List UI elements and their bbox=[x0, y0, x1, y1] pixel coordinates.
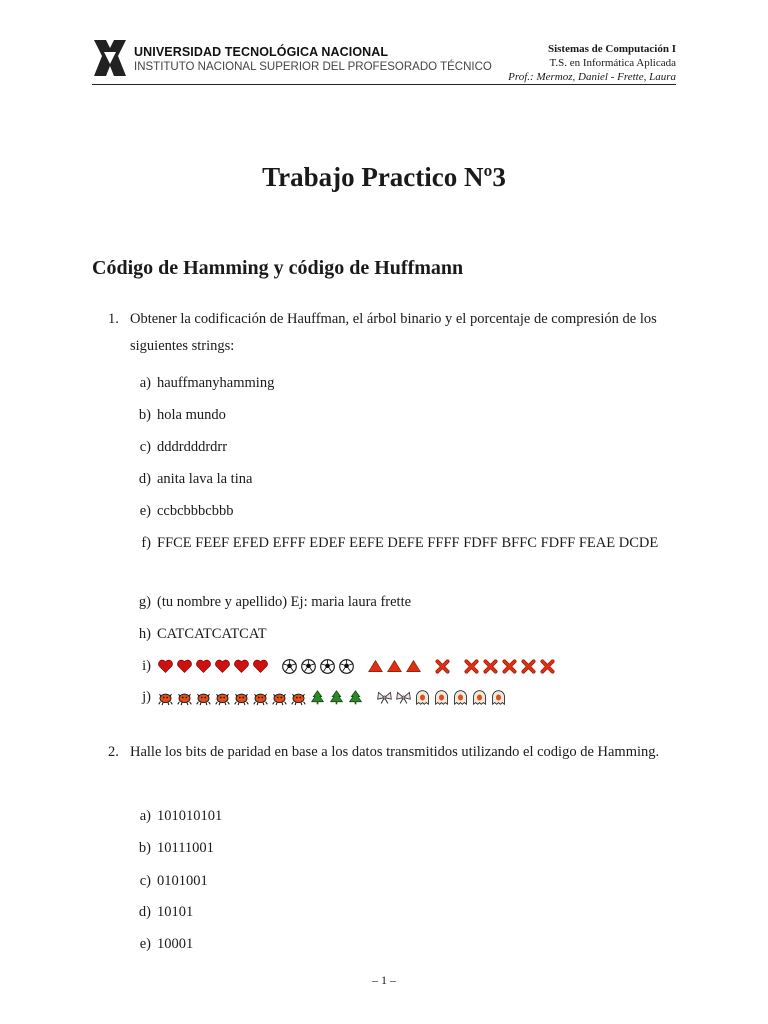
icon-sequence-i bbox=[157, 658, 556, 675]
item-label: g) bbox=[138, 594, 151, 610]
item-value: ccbcbbbcbbb bbox=[157, 503, 234, 519]
list-item bbox=[124, 684, 507, 711]
soccer-ball-icon bbox=[338, 658, 355, 675]
list-item bbox=[124, 530, 680, 557]
item-label: e) bbox=[139, 936, 151, 952]
question-2 bbox=[108, 739, 678, 766]
list-item bbox=[124, 803, 222, 830]
crab-icon bbox=[176, 689, 193, 706]
crab-icon bbox=[290, 689, 307, 706]
item-value: anita lava la tina bbox=[157, 471, 253, 487]
item-value: 10111001 bbox=[157, 840, 214, 856]
bow-icon bbox=[395, 689, 412, 706]
item-label: h) bbox=[138, 626, 151, 642]
ghost-icon bbox=[452, 689, 469, 706]
bow-icon bbox=[376, 689, 393, 706]
question-number: 2. bbox=[108, 744, 119, 760]
ghost-icon bbox=[433, 689, 450, 706]
list-item bbox=[124, 899, 193, 926]
item-value: CATCATCATCAT bbox=[157, 626, 267, 642]
item-label: d) bbox=[138, 471, 151, 487]
question-number: 1. bbox=[108, 311, 119, 327]
heart-icon bbox=[176, 658, 193, 675]
utn-logo-icon bbox=[92, 38, 128, 78]
item-label: d) bbox=[138, 904, 151, 920]
item-value: 0101001 bbox=[157, 873, 208, 889]
header-rule bbox=[92, 84, 676, 85]
cross-icon bbox=[482, 658, 499, 675]
crab-icon bbox=[233, 689, 250, 706]
list-item bbox=[124, 498, 234, 525]
soccer-ball-icon bbox=[300, 658, 317, 675]
list-item bbox=[124, 835, 214, 862]
soccer-ball-icon bbox=[281, 658, 298, 675]
professors: Prof.: Mermoz, Daniel - Frette, Laura bbox=[508, 71, 676, 83]
question-text: Obtener la codificación de Hauffman, el árbol binario y el porcentaje de compresión de los siguientes strings: bbox=[130, 311, 657, 354]
item-label: f) bbox=[141, 535, 151, 551]
course-name: Sistemas de Computación I bbox=[547, 43, 676, 55]
icon-sequence-j bbox=[157, 689, 507, 706]
crab-icon bbox=[157, 689, 174, 706]
ghost-icon bbox=[490, 689, 507, 706]
question-text: Halle los bits de paridad en base a los datos transmitidos utilizando el codigo de Hamming. bbox=[130, 744, 660, 760]
item-label: e) bbox=[139, 503, 151, 519]
cross-icon bbox=[501, 658, 518, 675]
cross-icon bbox=[434, 658, 451, 675]
crab-icon bbox=[271, 689, 288, 706]
crab-icon bbox=[252, 689, 269, 706]
list-item bbox=[124, 370, 274, 397]
page-number: – 1 – bbox=[372, 973, 396, 987]
item-label: i) bbox=[142, 658, 151, 674]
list-item bbox=[124, 434, 227, 461]
item-value: 101010101 bbox=[157, 808, 223, 824]
triangle-icon bbox=[367, 658, 384, 675]
tree-icon bbox=[347, 689, 364, 706]
section-heading: Código de Hamming y código de Huffmann bbox=[92, 257, 464, 279]
item-label: c) bbox=[139, 873, 151, 889]
tree-icon bbox=[309, 689, 326, 706]
university-name: UNIVERSIDAD TECNOLÓGICA NACIONAL bbox=[134, 45, 389, 59]
heart-icon bbox=[195, 658, 212, 675]
item-value: 10101 bbox=[157, 904, 194, 920]
tree-icon bbox=[328, 689, 345, 706]
item-label: a) bbox=[139, 808, 151, 824]
triangle-icon bbox=[386, 658, 403, 675]
document-header bbox=[92, 36, 676, 84]
crab-icon bbox=[214, 689, 231, 706]
triangle-icon bbox=[405, 658, 422, 675]
soccer-ball-icon bbox=[319, 658, 336, 675]
heart-icon bbox=[233, 658, 250, 675]
heart-icon bbox=[252, 658, 269, 675]
heart-icon bbox=[214, 658, 231, 675]
item-label: j) bbox=[142, 689, 151, 705]
ghost-icon bbox=[414, 689, 431, 706]
item-value: FFCE FEEF EFED EFFF EDEF EEFE DEFE FFFF FDFF BFFC FDFF FEAE DCDE bbox=[157, 535, 659, 551]
list-item bbox=[124, 868, 208, 895]
institute-name: INSTITUTO NACIONAL SUPERIOR DEL PROFESORADO TÉCNICO bbox=[134, 61, 492, 73]
list-item bbox=[124, 621, 267, 648]
question-1 bbox=[108, 306, 678, 360]
item-label: a) bbox=[139, 375, 151, 391]
item-value: dddrdddrdrr bbox=[157, 439, 228, 455]
list-item bbox=[124, 402, 226, 429]
item-label: c) bbox=[139, 439, 151, 455]
cross-icon bbox=[539, 658, 556, 675]
course-info bbox=[508, 42, 676, 84]
page-title: Trabajo Practico Nº3 bbox=[262, 162, 506, 192]
item-label: b) bbox=[138, 407, 151, 423]
list-item bbox=[124, 466, 252, 493]
item-value: hola mundo bbox=[157, 407, 226, 423]
university-logo bbox=[92, 38, 492, 78]
program-name: T.S. en Informática Aplicada bbox=[549, 57, 676, 69]
list-item bbox=[124, 931, 193, 958]
cross-icon bbox=[463, 658, 480, 675]
crab-icon bbox=[195, 689, 212, 706]
item-value: hauffmanyhamming bbox=[157, 375, 275, 391]
ghost-icon bbox=[471, 689, 488, 706]
heart-icon bbox=[157, 658, 174, 675]
list-item bbox=[124, 589, 411, 616]
cross-icon bbox=[520, 658, 537, 675]
item-value: 10001 bbox=[157, 936, 194, 952]
item-label: b) bbox=[138, 840, 151, 856]
list-item bbox=[124, 653, 556, 680]
item-value: (tu nombre y apellido) Ej: maria laura frette bbox=[157, 594, 412, 610]
